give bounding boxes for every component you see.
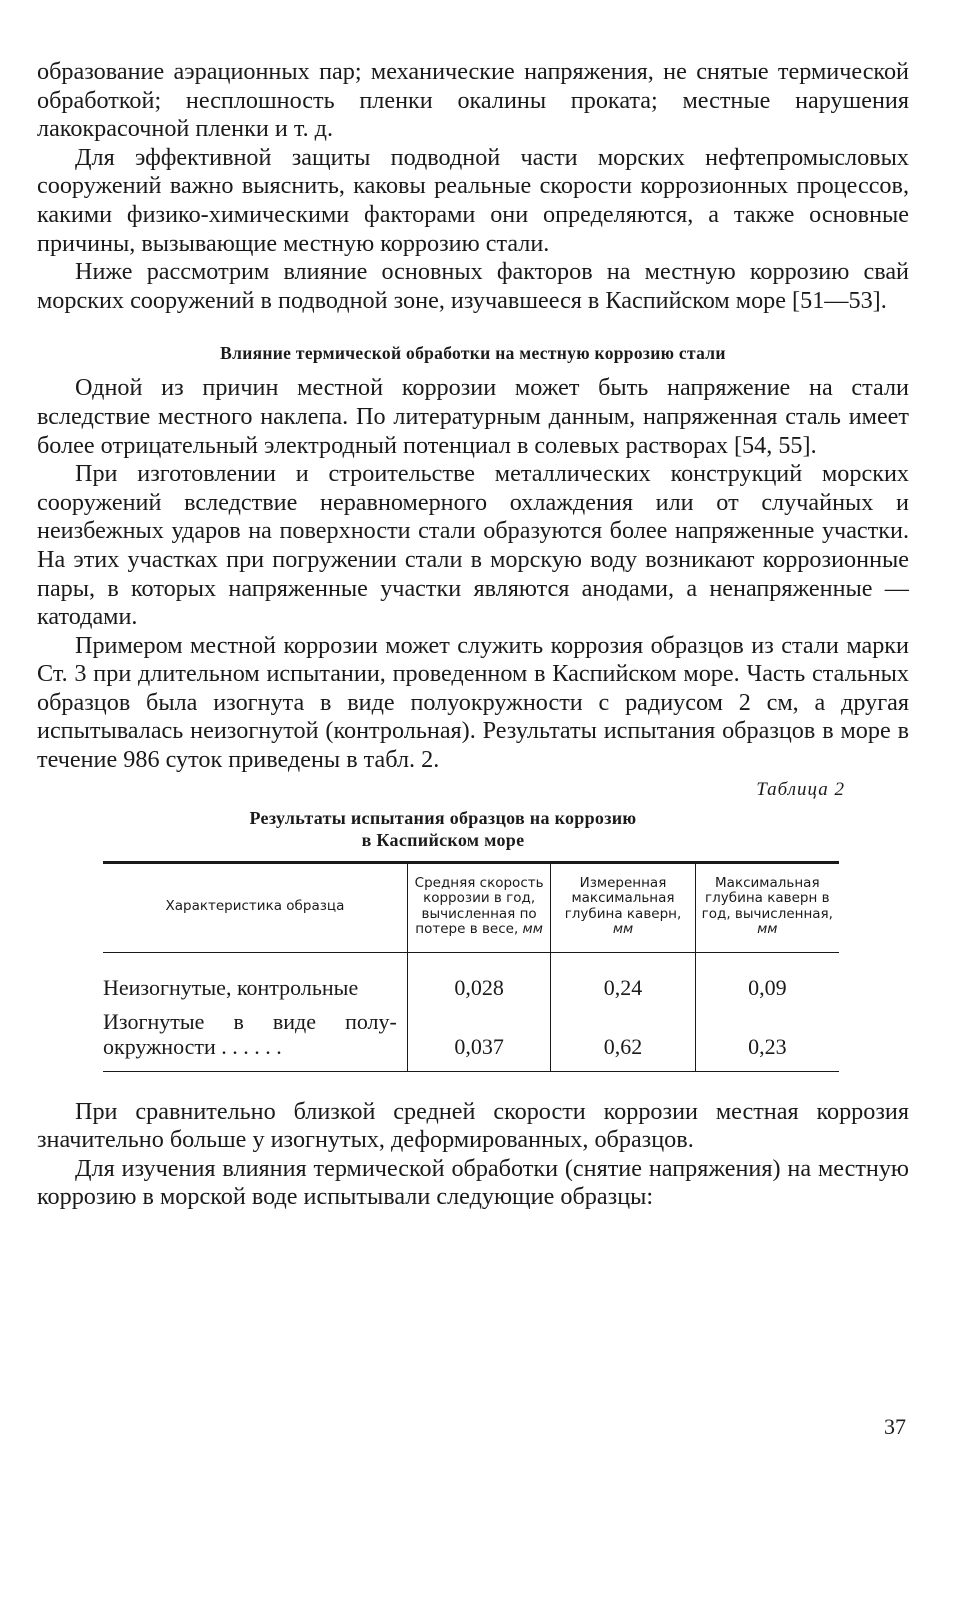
- column-header-sample: Характеристика образца: [103, 862, 407, 952]
- table-row: [103, 1008, 839, 1072]
- page-body: [37, 58, 909, 1212]
- table-title-line: в Каспийском море: [361, 829, 525, 850]
- row-label: Неизогнутые, контрольные: [103, 974, 359, 1000]
- results-table: [103, 861, 839, 1072]
- table-row: [103, 952, 839, 1008]
- table-title: [37, 807, 909, 851]
- column-header-annual-depth: Максимальная глубина каверн в год, вычисленная, мм: [695, 862, 839, 952]
- paragraph: Для эффективной защиты подводной части морских нефтепромысловых сооружений важно выяснить, каковы реальные скорости коррозионных процессов, какими физико-химическими факторами они определяются, а также основные причины, вызывающие местную коррозию стали.: [37, 143, 909, 257]
- paragraph: При изготовлении и строительстве металлических конструкций морских сооружений вследствие неравномерного охлаждения или от случайных и неизбежных ударов на поверхности стали образуются более напряженные участки. На этих участках при погружении стали в морскую воду возникают коррозионные пары, в которых напряженные участки являются анодами, а ненапряженные — катодами.: [37, 460, 909, 631]
- row-label: Изогнутые в виде полу- окружности . . . . . .: [103, 1008, 397, 1059]
- page-number: 37: [884, 1414, 906, 1439]
- paragraph: Для изучения влияния термической обработки (снятие напряжения) на местную коррозию в морской воде испытывали следующие образцы:: [37, 1154, 909, 1211]
- table-cell: 0,24: [551, 952, 695, 1008]
- table-cell: 0,037: [407, 1008, 551, 1072]
- table-cell: 0,23: [695, 1008, 839, 1072]
- column-header-avg-rate: Средняя скорость коррозии в год, вычисленная по потере в весе, мм: [407, 862, 551, 952]
- paragraph: Примером местной коррозии может служить коррозия образцов из стали марки Ст. 3 при длительном испытании, проведенном в Каспийском море. Часть стальных образцов была изогнута в виде полуокружности с радиусом 2 см, а другая испытывалась неизогнутой (контрольная). Результаты испытания образцов в море в течение 986 суток приведены в табл. 2.: [37, 631, 909, 774]
- table-header-row: [103, 862, 839, 952]
- table-cell: 0,62: [551, 1008, 695, 1072]
- table-container: [103, 861, 839, 1072]
- table-cell: 0,028: [407, 952, 551, 1008]
- column-header-measured-depth: Измеренная максимальная глубина каверн, мм: [551, 862, 695, 952]
- paragraph: образование аэрационных пар; механические напряжения, не снятые термической обработкой; несплошность пленки окалины проката; местные нарушения лакокрасочной пленки и т. д.: [37, 58, 909, 143]
- table-title-line: Результаты испытания образцов на коррозию: [249, 807, 637, 828]
- section-heading: Влияние термической обработки на местную коррозию стали: [220, 343, 726, 364]
- table-label: Таблица 2: [756, 778, 845, 800]
- table-cell: 0,09: [695, 952, 839, 1008]
- paragraph: При сравнительно близкой средней скорости коррозии местная коррозия значительно больше у изогнутых, деформированных, образцов.: [37, 1097, 909, 1154]
- paragraph: Одной из причин местной коррозии может быть напряжение на стали вследствие местного наклепа. По литературным данным, напряженная сталь имеет более отрицательный электродный потенциал в солевых растворах [54, 55].: [37, 374, 909, 459]
- paragraph: Ниже рассмотрим влияние основных факторов на местную коррозию свай морских сооружений в подводной зоне, изучавшееся в Каспийском море [51—53].: [37, 258, 909, 314]
